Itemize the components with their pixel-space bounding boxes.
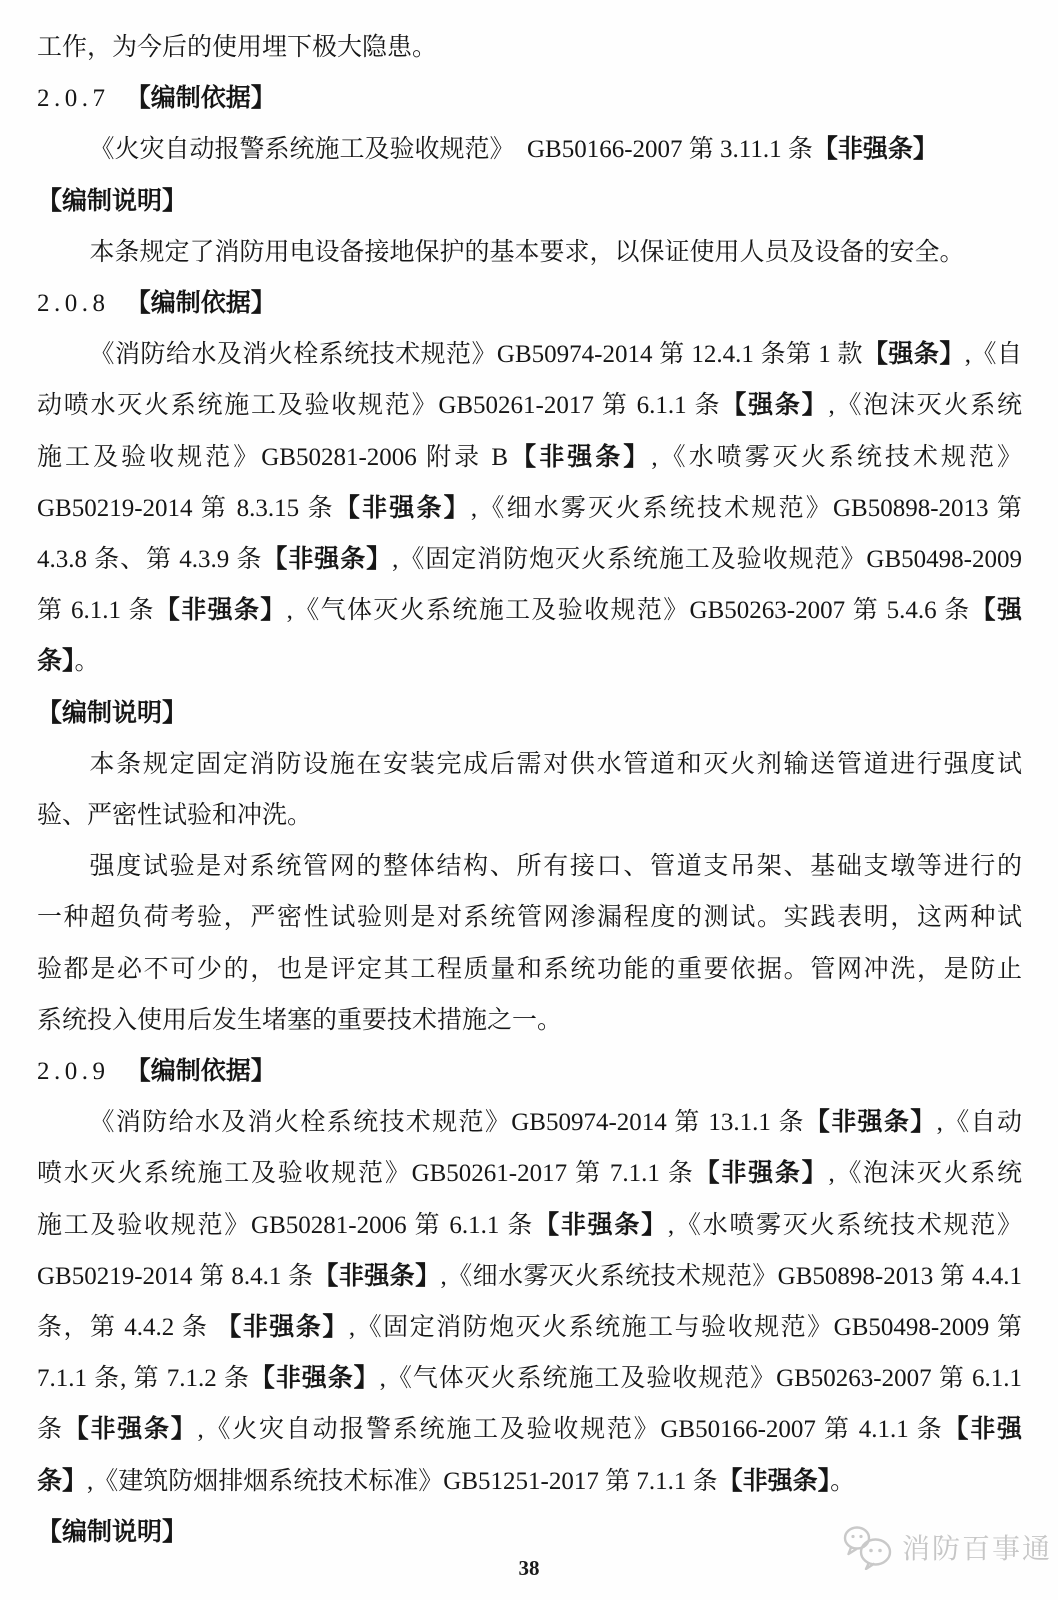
text-segment: 《消防给水及消火栓系统技术规范》GB50974-2014 第 13.1.1 条 — [89, 1109, 805, 1137]
text-segment: 施工及验收规范》GB50281-2006 附录 B — [37, 443, 509, 471]
text-segment: ,《气体灭火系统施工及验收规范》GB50263-2007 第 6.1.1 — [379, 1365, 1022, 1393]
text-line — [37, 1251, 1022, 1302]
emphasis-tag: 【非强条】 — [334, 494, 471, 522]
text-segment: GB50219-2014 第 8.3.15 条 — [37, 494, 335, 522]
emphasis-tag: 【编制依据】 — [125, 1058, 276, 1086]
text-line — [37, 22, 1022, 73]
text-line — [37, 483, 1022, 534]
emphasis-tag: 【非强条】 — [534, 1211, 668, 1239]
text-line — [37, 329, 1022, 380]
text-line — [37, 278, 1022, 329]
section-number: 2.0.9 — [37, 1058, 110, 1086]
text-line — [37, 124, 1022, 175]
page-number: 38 — [518, 1556, 540, 1580]
text-segment: GB50219-2014 第 8.4.1 条 — [37, 1262, 314, 1290]
text-segment: ,《建筑防烟排烟系统技术标准》GB51251-2017 第 7.1.1 条 — [87, 1467, 718, 1495]
emphasis-tag: 【强条】 — [721, 392, 829, 420]
text-segment: 。 — [74, 648, 100, 676]
emphasis-tag: 【强条】 — [862, 341, 965, 369]
emphasis-tag: 【非强 — [943, 1416, 1022, 1444]
emphasis-tag: 【非强条】 — [262, 546, 393, 574]
emphasis-tag: 【非强条】 — [804, 1109, 937, 1137]
text-line — [37, 1097, 1022, 1148]
text-segment: 一种超负荷考验，严密性试验则是对系统管网渗漏程度的测试。实践表明，这两种试 — [37, 904, 1022, 932]
text-segment: 动喷水灭火系统施工及验收规范》GB50261-2017 第 6.1.1 条 — [37, 392, 722, 420]
text-line — [37, 227, 1022, 278]
text-segment: 喷水灭火系统施工及验收规范》GB50261-2017 第 7.1.1 条 — [37, 1160, 695, 1188]
text-segment: 。 — [830, 1467, 856, 1495]
emphasis-tag: 【非强条】 — [313, 1262, 441, 1290]
emphasis-tag: 条】 — [37, 1467, 88, 1495]
emphasis-tag: 【非强条】 — [508, 443, 652, 471]
emphasis-tag: 【非强条】 — [216, 1314, 349, 1342]
text-segment: 《火灾自动报警系统施工及验收规范》 GB50166-2007 第 3.11.1 条 — [89, 136, 813, 164]
text-segment: ,《气体灭火系统施工及验收规范》GB50263-2007 第 5.4.6 条 — [286, 597, 971, 625]
text-segment: ,《自动 — [936, 1109, 1022, 1137]
text-segment: 条，第 4.4.2 条 — [37, 1314, 217, 1342]
text-segment: ,《细水雾灭火系统技术规范》GB50898-2013 第 — [470, 494, 1022, 522]
emphasis-tag: 【非强条】 — [249, 1365, 380, 1393]
text-line — [37, 1456, 1022, 1507]
emphasis-tag: 【非强条】 — [63, 1416, 198, 1444]
text-segment: ,《水喷雾灭火系统技术规范》 — [667, 1211, 1022, 1239]
text-segment: 本条规定固定消防设施在安装完成后需对供水管道和灭火剂输送管道进行强度试 — [89, 750, 1022, 778]
text-line — [37, 1404, 1022, 1455]
text-line — [37, 790, 1022, 841]
text-line — [37, 432, 1022, 483]
emphasis-tag: 【非强条】 — [717, 1467, 831, 1495]
text-segment: ,《细水雾灭火系统技术规范》GB50898-2013 第 4.4.1 — [440, 1262, 1022, 1290]
emphasis-tag: 【编制说明】 — [37, 699, 188, 727]
text-line — [37, 688, 1022, 739]
emphasis-tag: 【编制依据】 — [125, 290, 276, 318]
text-segment: 本条规定了消防用电设备接地保护的基本要求，以保证使用人员及设备的安全。 — [89, 238, 965, 266]
text-line — [37, 944, 1022, 995]
text-line — [37, 995, 1022, 1046]
text-segment: 4.3.8 条、第 4.3.9 条 — [37, 546, 263, 574]
text-segment: ,《固定消防炮灭火系统施工与验收规范》GB50498-2009 第 — [348, 1314, 1022, 1342]
text-segment: 验、严密性试验和冲洗。 — [37, 802, 313, 830]
text-segment: 条 — [37, 1416, 64, 1444]
emphasis-tag: 【非强条】 — [154, 597, 287, 625]
text-line — [37, 739, 1022, 790]
emphasis-tag: 【编制说明】 — [37, 187, 188, 215]
text-segment: ,《火灾自动报警系统施工及验收规范》GB50166-2007 第 4.1.1 条 — [197, 1416, 944, 1444]
text-segment: 施工及验收规范》GB50281-2006 第 6.1.1 条 — [37, 1211, 535, 1239]
text-line — [37, 534, 1022, 585]
text-line — [37, 892, 1022, 943]
text-line — [37, 841, 1022, 892]
text-line — [37, 1353, 1022, 1404]
text-segment: 《消防给水及消火栓系统技术规范》GB50974-2014 第 12.4.1 条第 1 款 — [89, 341, 863, 369]
text-line — [37, 1302, 1022, 1353]
text-segment: ,《自 — [964, 341, 1022, 369]
section-number: 2.0.8 — [37, 290, 110, 318]
text-line — [37, 380, 1022, 431]
text-segment: 强度试验是对系统管网的整体结构、所有接口、管道支吊架、基础支墩等进行的 — [89, 853, 1022, 881]
text-segment: ,《泡沫灭火系统 — [828, 1160, 1022, 1188]
text-line — [37, 176, 1022, 227]
text-segment: 7.1.1 条, 第 7.1.2 条 — [37, 1365, 250, 1393]
text-segment: 第 6.1.1 条 — [37, 597, 155, 625]
emphasis-tag: 【非强条】 — [812, 136, 938, 164]
text-line — [37, 585, 1022, 636]
text-segment: ,《固定消防炮灭火系统施工及验收规范》GB50498-2009 — [392, 546, 1022, 574]
text-line — [37, 1148, 1022, 1199]
watermark-text: 消防百事通 — [902, 1533, 1053, 1564]
text-line — [37, 73, 1022, 124]
text-line — [37, 1200, 1022, 1251]
text-line — [37, 636, 1022, 687]
text-segment: ,《水喷雾灭火系统技术规范》 — [651, 443, 1022, 471]
emphasis-tag: 【编制说明】 — [37, 1518, 188, 1546]
text-line — [37, 1046, 1022, 1097]
emphasis-tag: 【非强条】 — [694, 1160, 829, 1188]
document-body — [37, 22, 1022, 1558]
section-number: 2.0.7 — [37, 85, 110, 113]
text-segment: ,《泡沫灭火系统 — [828, 392, 1022, 420]
emphasis-tag: 【强 — [970, 597, 1022, 625]
text-segment: 工作，为今后的使用埋下极大隐患。 — [37, 34, 438, 61]
text-segment: 系统投入使用后发生堵塞的重要技术措施之一。 — [37, 1006, 563, 1034]
text-segment: 验都是必不可少的，也是评定其工程质量和系统功能的重要依据。管网冲洗，是防止 — [37, 955, 1022, 983]
emphasis-tag: 条】 — [37, 648, 75, 676]
emphasis-tag: 【编制依据】 — [125, 85, 276, 113]
